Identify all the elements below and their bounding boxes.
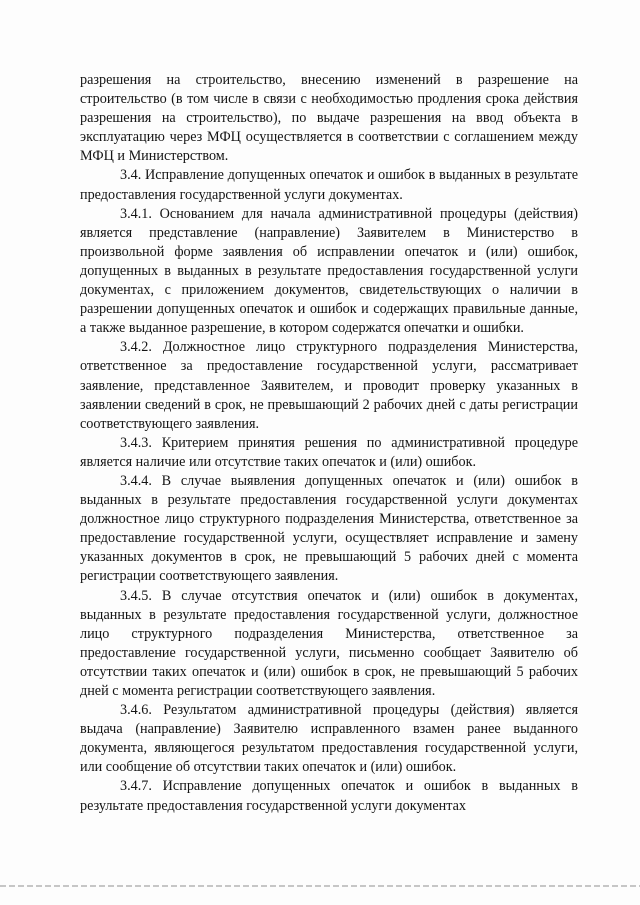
paragraph-3-4-5: 3.4.5. В случае отсутствия опечаток и (или) ошибок в документах, выданных в результате предоставления государственной услуги, должностное лицо структурного подразделения Министерства, ответственное за предоставление государственной услуги, письменно сообщает Заявителю об отсутствии таких опечаток и (или) ошибок в срок, не превышающий 5 рабочих дней с момента регистрации соответствующего заявления. xyxy=(80,587,578,699)
paragraph-3-4-1: 3.4.1. Основанием для начала административной процедуры (действия) является представление (направление) Заявителем в Министерство в произвольной форме заявления об исправлении опечаток и (или) ошибок, допущенных в выданных в результате предоставления государственной услуги документах, с приложением документов, свидетельствующих о наличии в разрешении допущенных опечаток и ошибок и содержащих правильные данные, а также выданное разрешение, в котором содержатся опечатки и ошибки. xyxy=(80,205,578,337)
document-body xyxy=(80,71,578,816)
paragraph-3-4-7: 3.4.7. Исправление допущенных опечаток и ошибок в выданных в результате предоставления государственной услуги документах xyxy=(80,778,578,814)
scan-edge-line xyxy=(0,885,640,887)
paragraph-continuation: разрешения на строительство, внесению изменений в разрешение на строительство (в том числе в связи с необходимостью продления срока действия разрешения на строительство), по выдаче разрешения на ввод объекта в эксплуатацию через МФЦ осуществляется в соответствии с соглашением между МФЦ и Министерством. xyxy=(80,72,578,165)
paragraph-3-4-2: 3.4.2. Должностное лицо структурного подразделения Министерства, ответственное за предоставление государственной услуги, рассматривает заявление, представленное Заявителем, и проводит проверку указанных в заявлении сведений в срок, не превышающий 2 рабочих дней с даты регистрации соответствующего заявления. xyxy=(80,339,578,432)
paragraph-3-4-3: 3.4.3. Критерием принятия решения по административной процедуре является наличие или отсутствие таких опечаток и (или) ошибок. xyxy=(80,434,578,470)
paragraph-3-4-4: 3.4.4. В случае выявления допущенных опечаток и (или) ошибок в выданных в результате предоставления государственной услуги документах должностное лицо структурного подразделения Министерства, ответственное за предоставление государственной услуги, осуществляет исправление и замену указанных документов в срок, не превышающий 5 рабочих дней с момента регистрации соответствующего заявления. xyxy=(80,472,578,585)
paragraph-3-4-6: 3.4.6. Результатом административной процедуры (действия) является выдача (направление) Заявителю исправленного взамен ранее выданного документа, являющегося результатом предоставления государственной услуги, или сообщение об отсутствии таких опечаток и (или) ошибок. xyxy=(80,702,578,776)
paragraph-3-4: 3.4. Исправление допущенных опечаток и ошибок в выданных в результате предоставления государственной услуги документах. xyxy=(80,167,578,203)
